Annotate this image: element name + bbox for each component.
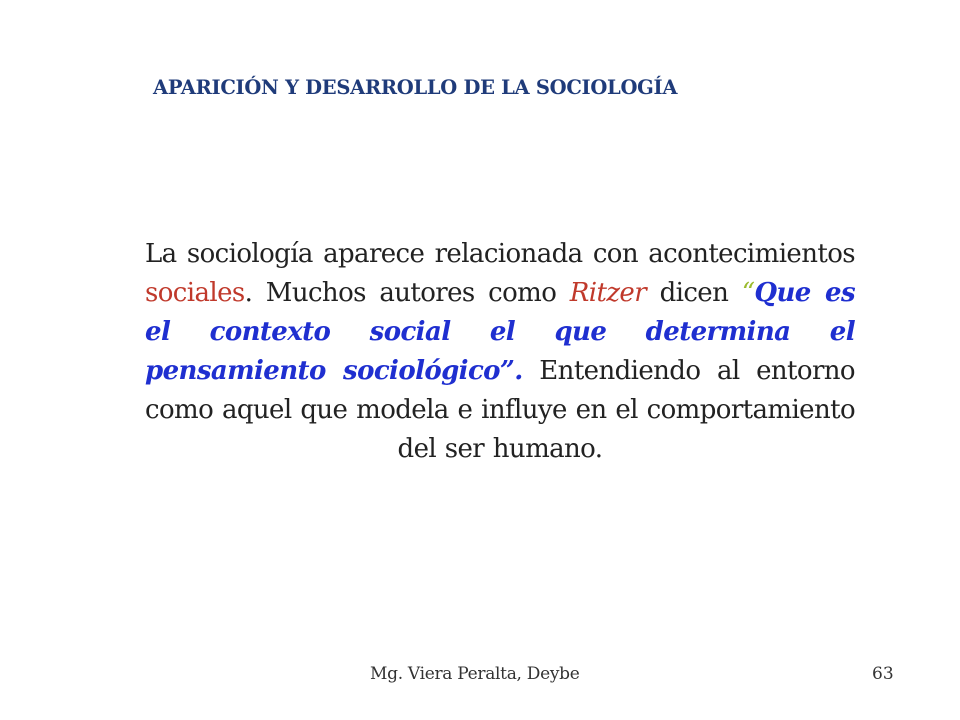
paragraph-segment: La sociología aparece relacionada con acontecimientos bbox=[145, 239, 855, 269]
paragraph-segment: . Muchos autores como bbox=[244, 278, 570, 308]
opening-quote-mark: “ bbox=[741, 278, 755, 308]
highlight-word-sociales: sociales bbox=[145, 278, 245, 308]
paragraph-segment: Entendiendo al entorno como aquel que modela e influye en el comportamiento del ser humano. bbox=[145, 356, 855, 464]
paragraph-segment: dicen bbox=[646, 278, 742, 308]
slide-title: APARICIÓN Y DESARROLLO DE LA SOCIOLOGÍA bbox=[153, 76, 678, 99]
page-number: 63 bbox=[872, 664, 894, 684]
quotation-text: Que es el contexto social el que determina el pensamiento sociológico”. bbox=[145, 278, 855, 386]
body-paragraph bbox=[145, 235, 855, 469]
author-name-ritzer: Ritzer bbox=[569, 278, 647, 308]
footer-author: Mg. Viera Peralta, Deybe bbox=[370, 664, 580, 684]
